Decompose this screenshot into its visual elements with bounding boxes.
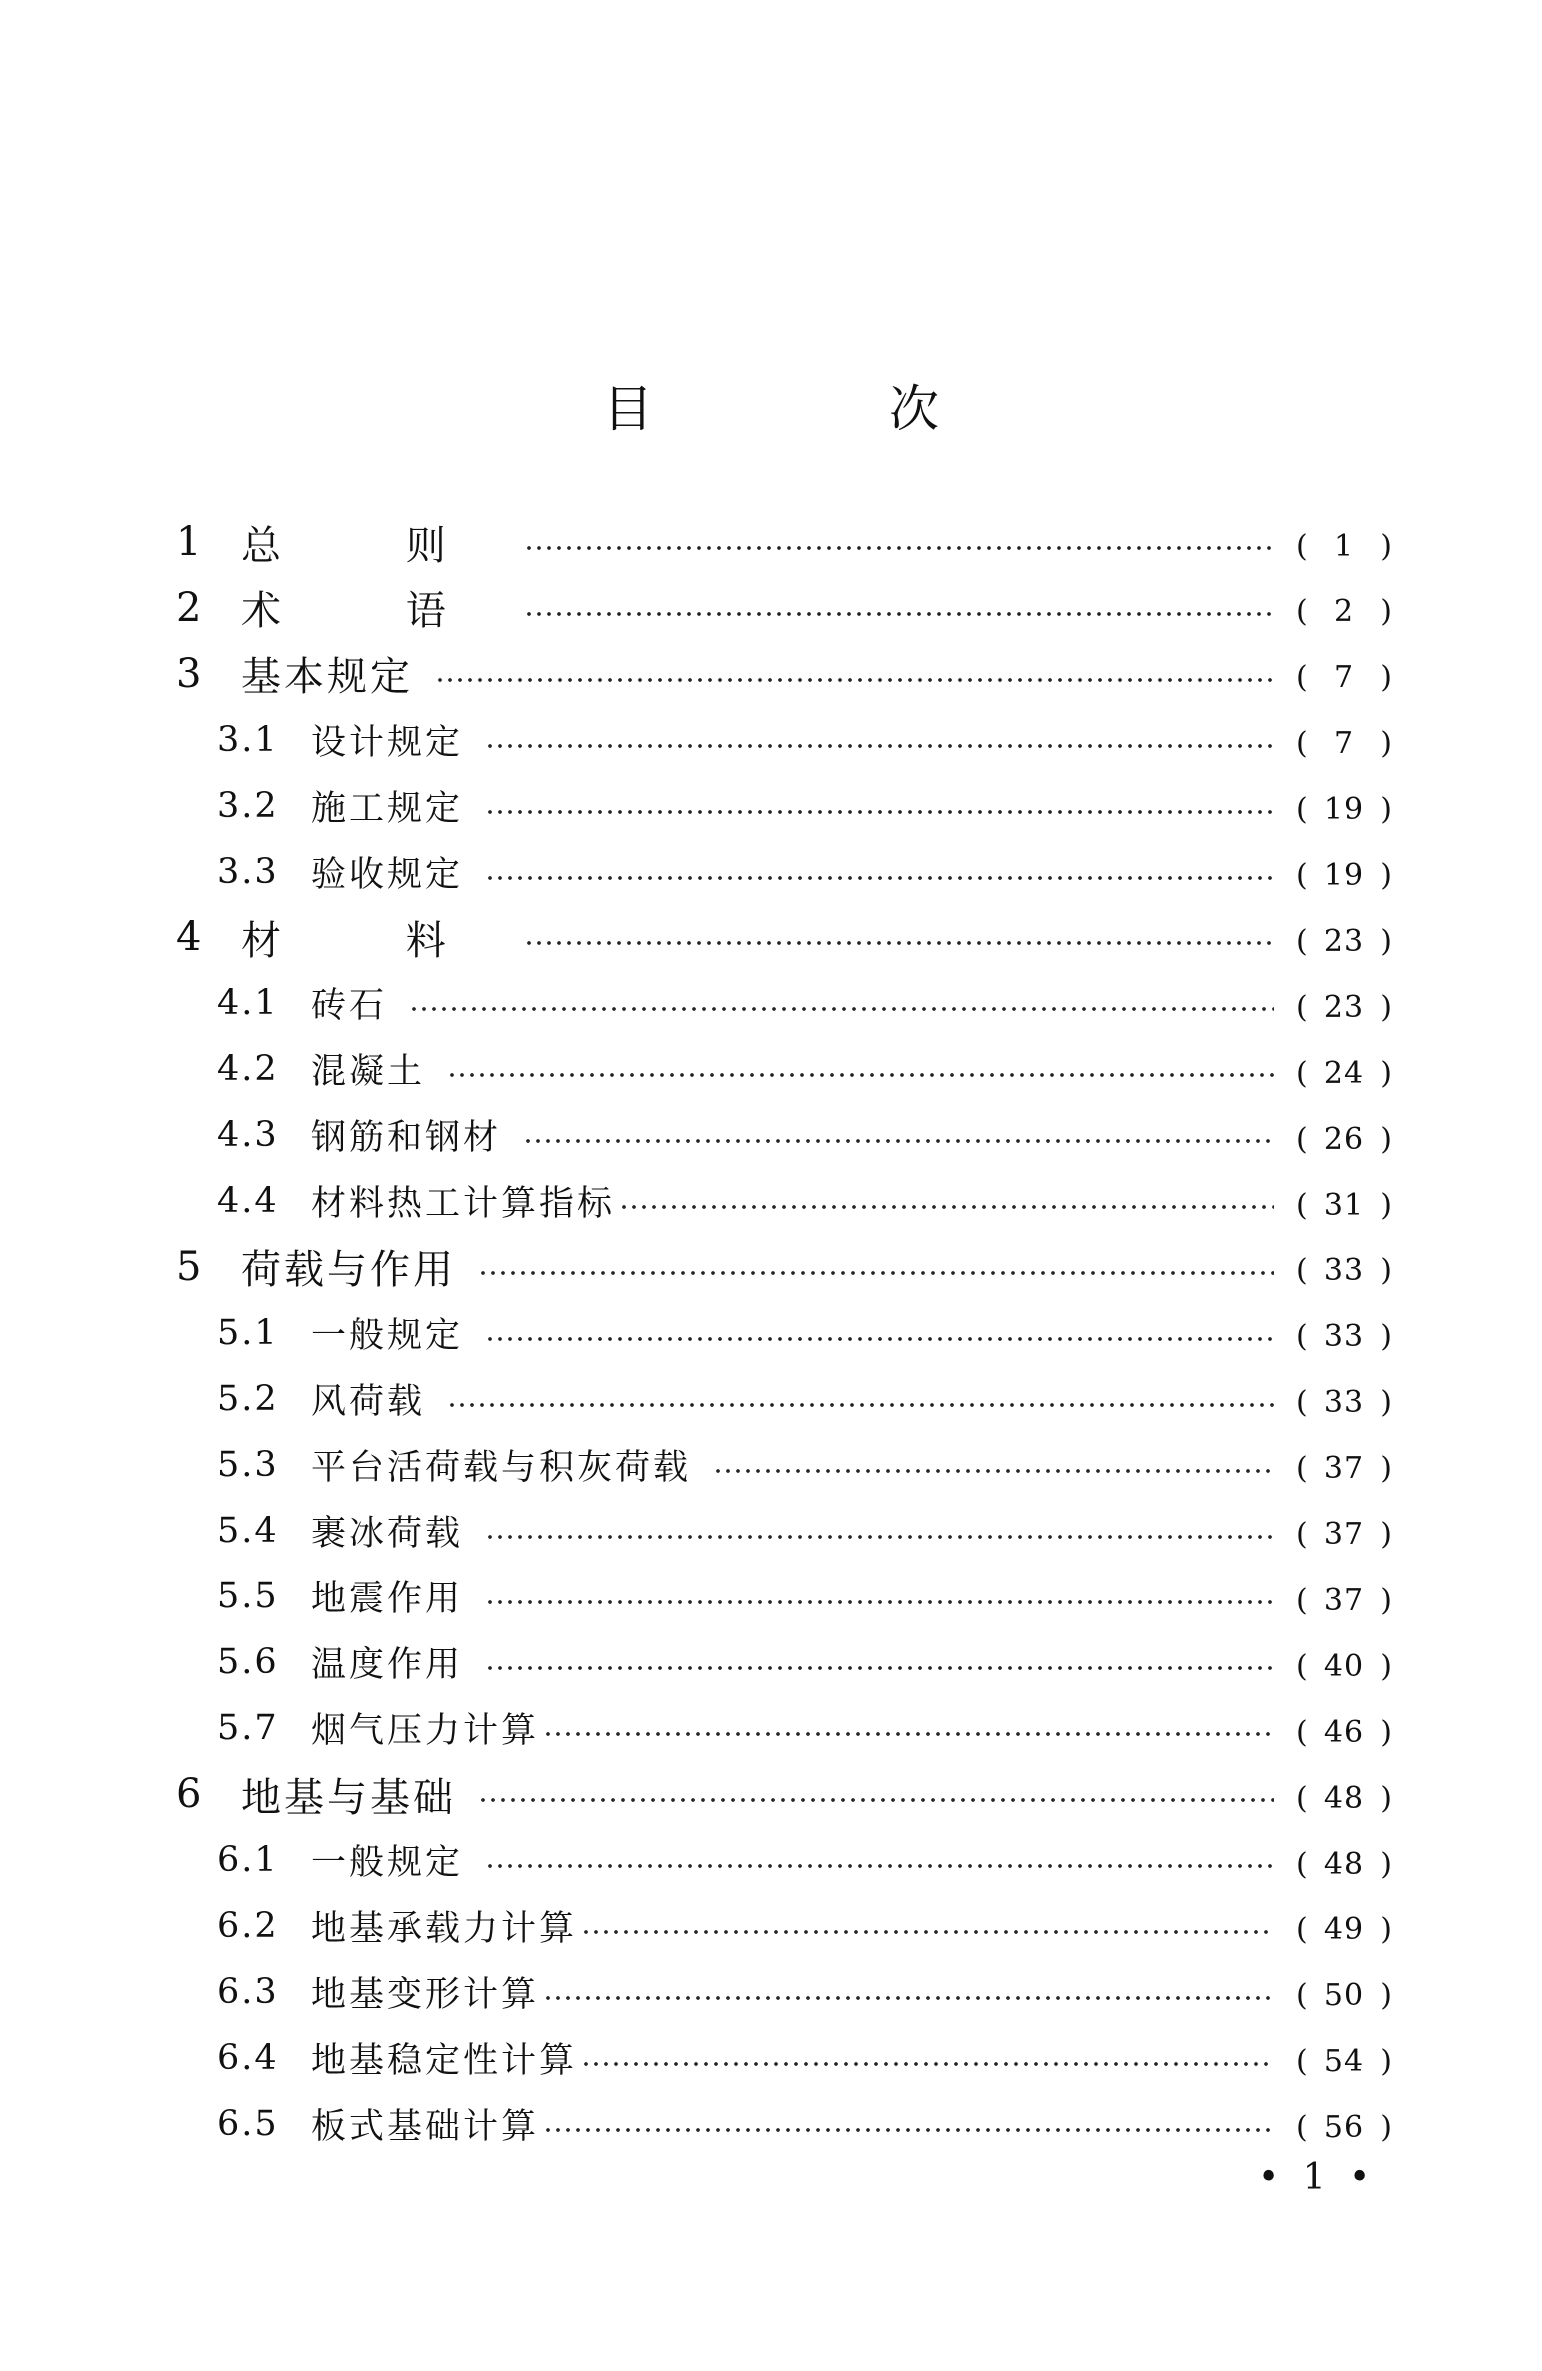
page-paren-close: )	[1380, 1714, 1392, 1750]
dot-leader	[713, 1469, 1274, 1473]
toc-entry[interactable]	[217, 844, 1392, 900]
toc-entry[interactable]	[176, 1239, 1392, 1295]
page-paren-open: (	[1296, 1055, 1308, 1091]
toc-entry-title: 总 则	[241, 522, 502, 569]
page-footer	[1258, 2157, 1376, 2198]
page-paren-close: )	[1380, 1846, 1392, 1882]
toc-entry-page	[1296, 1583, 1392, 1618]
dot-leader	[524, 941, 1274, 945]
dot-leader	[523, 1139, 1274, 1143]
dot-leader	[447, 1073, 1274, 1077]
toc-entry-title: 验收规定	[311, 854, 464, 895]
page-title: 目 次	[603, 379, 1049, 438]
toc-entry-number: 4	[176, 914, 204, 961]
toc-entry[interactable]	[176, 514, 1392, 570]
page-paren-close: )	[1380, 2044, 1392, 2080]
dot-leader	[485, 876, 1274, 880]
dot-leader	[619, 1205, 1274, 1209]
page-paren-open: (	[1296, 1846, 1308, 1882]
toc-entry[interactable]	[217, 1041, 1392, 1097]
toc-entry-title: 混凝土	[311, 1052, 426, 1093]
dot-leader	[543, 2128, 1274, 2132]
page-paren-close: )	[1380, 1385, 1392, 1421]
dot-leader	[435, 678, 1274, 682]
page-paren-close: )	[1380, 792, 1392, 828]
page-paren-open: (	[1296, 2044, 1308, 2080]
footer-bullet-right: •	[1349, 2157, 1377, 2198]
page-paren-open: (	[1296, 528, 1308, 564]
toc-entry-title: 裹冰荷载	[311, 1513, 464, 1554]
toc-entry-title: 一般规定	[311, 1315, 464, 1356]
toc-entry[interactable]	[217, 778, 1392, 834]
toc-entry[interactable]	[217, 712, 1392, 768]
toc-entry-page-number: 1	[1333, 528, 1355, 564]
toc-entry-page-number: 40	[1323, 1648, 1365, 1684]
toc-entry-page-number: 7	[1333, 660, 1355, 696]
toc-entry-number: 1	[176, 519, 204, 565]
toc-entry-page	[1296, 792, 1392, 827]
page-paren-close: )	[1380, 1648, 1392, 1684]
page-paren-open: (	[1296, 1187, 1308, 1223]
dot-leader	[485, 810, 1274, 814]
toc-entry[interactable]	[217, 1305, 1392, 1361]
toc-entry-page-number: 2	[1333, 594, 1355, 630]
toc-entry-page-number: 33	[1323, 1253, 1365, 1289]
page-paren-open: (	[1296, 1648, 1308, 1684]
page-paren-open: (	[1296, 858, 1308, 893]
toc-entry-page	[1296, 1978, 1392, 2013]
page-paren-open: (	[1296, 1121, 1308, 1157]
toc-entry-title: 地基与基础	[241, 1774, 456, 1821]
toc-entry-page-number: 49	[1323, 1912, 1365, 1948]
page-paren-close: )	[1380, 1121, 1392, 1157]
toc-entry-title: 一般规定	[311, 1843, 464, 1883]
toc-entry-number: 2	[176, 584, 204, 631]
page-paren-close: )	[1380, 726, 1392, 762]
toc-entry-page	[1296, 1781, 1392, 1816]
toc-entry-page	[1296, 1319, 1392, 1354]
toc-entry-title: 地震作用	[311, 1579, 464, 1620]
toc-entry-number: 5.4	[217, 1510, 279, 1551]
toc-entry-page	[1296, 1517, 1392, 1552]
toc-entry-page	[1296, 1253, 1392, 1288]
page-paren-close: )	[1380, 923, 1392, 959]
dot-leader	[478, 1798, 1274, 1802]
page-paren-open: (	[1296, 726, 1308, 762]
toc-entry-title: 荷载与作用	[241, 1247, 456, 1294]
page-paren-open: (	[1296, 1253, 1308, 1289]
toc-entry-number: 5	[176, 1243, 204, 1290]
toc-entry-number: 5.3	[217, 1444, 279, 1485]
page-paren-open: (	[1296, 1714, 1308, 1750]
toc-entry[interactable]	[217, 1832, 1392, 1888]
page-paren-close: )	[1380, 989, 1392, 1025]
toc-entry[interactable]	[176, 646, 1392, 702]
toc-entry[interactable]	[176, 1766, 1392, 1822]
dot-leader	[543, 1996, 1274, 2000]
dot-leader	[485, 1864, 1274, 1868]
page-paren-open: (	[1296, 1582, 1308, 1618]
dot-leader	[485, 1600, 1274, 1604]
page-paren-open: (	[1296, 1385, 1308, 1421]
page-paren-close: )	[1380, 594, 1392, 630]
toc-entry-page	[1296, 990, 1392, 1025]
page-paren-close: )	[1380, 1582, 1392, 1618]
toc-entry-page	[1296, 1715, 1392, 1750]
toc-entry-page-number: 24	[1323, 1055, 1365, 1091]
toc-entry-page-number: 48	[1323, 1780, 1365, 1816]
page-paren-open: (	[1296, 1780, 1308, 1816]
toc-entry-page-number: 19	[1323, 858, 1365, 893]
page-paren-close: )	[1380, 660, 1392, 696]
toc-entry-page-number: 7	[1333, 726, 1355, 762]
page-paren-open: (	[1296, 660, 1308, 696]
toc-entry-title: 设计规定	[311, 722, 464, 763]
toc-entry-page-number: 37	[1323, 1582, 1365, 1618]
page-paren-open: (	[1296, 989, 1308, 1025]
toc-entry-page	[1296, 660, 1392, 695]
page-paren-close: )	[1380, 1055, 1392, 1091]
toc-entry-page	[1296, 1847, 1392, 1882]
toc-entry[interactable]	[217, 1964, 1392, 2020]
toc-entry[interactable]	[217, 1898, 1392, 1954]
toc-entry[interactable]	[217, 2030, 1392, 2086]
page-paren-close: )	[1380, 1253, 1392, 1289]
toc-entry-number: 5.7	[217, 1708, 279, 1749]
toc-entry-title: 术 语	[241, 588, 502, 635]
toc-entry[interactable]	[176, 580, 1392, 636]
toc-entry-page-number: 48	[1323, 1846, 1365, 1882]
dot-leader	[485, 1535, 1274, 1539]
toc-entry-page	[1296, 1451, 1392, 1486]
page-paren-open: (	[1296, 1912, 1308, 1948]
toc-entry-page-number: 46	[1323, 1714, 1365, 1750]
toc-entry[interactable]	[217, 975, 1392, 1031]
toc-entry-page	[1296, 1385, 1392, 1420]
toc-entry-page-number: 54	[1323, 2044, 1365, 2080]
page-paren-close: )	[1380, 1187, 1392, 1223]
page-paren-close: )	[1380, 2110, 1392, 2146]
toc-entry-title: 烟气压力计算	[311, 1711, 540, 1752]
toc-entry-page-number: 23	[1323, 989, 1365, 1025]
toc-entry-page	[1296, 1912, 1392, 1947]
page-paren-open: (	[1296, 2110, 1308, 2146]
toc-entry-page	[1296, 2110, 1392, 2145]
toc-entry-title: 风荷载	[311, 1381, 426, 1422]
toc-entry[interactable]	[217, 1107, 1392, 1163]
page-paren-open: (	[1296, 1451, 1308, 1487]
toc-entry-number: 6.2	[217, 1905, 279, 1946]
toc-entry-title: 温度作用	[311, 1645, 464, 1686]
toc-entry-page-number: 50	[1323, 1978, 1365, 2014]
page-paren-open: (	[1296, 1517, 1308, 1552]
toc-entry-page	[1296, 594, 1392, 629]
page-paren-close: )	[1380, 528, 1392, 564]
toc-entry-page	[1296, 924, 1392, 959]
toc-entry-page-number: 19	[1323, 792, 1365, 828]
footer-page-number: 1	[1302, 2157, 1332, 2198]
toc-entry-page	[1296, 529, 1392, 564]
toc-entry-page	[1296, 858, 1392, 893]
toc-entry-page	[1296, 2044, 1392, 2079]
toc-entry-title: 平台活荷载与积灰荷载	[311, 1447, 692, 1488]
toc-entry-number: 5.1	[217, 1312, 279, 1353]
page-paren-close: )	[1380, 1319, 1392, 1355]
toc-entry-page-number: 33	[1323, 1319, 1365, 1355]
toc-entry-number: 4.2	[217, 1049, 279, 1090]
toc-entry-number: 5.2	[217, 1378, 279, 1419]
dot-leader	[543, 1732, 1274, 1736]
toc-entry[interactable]	[217, 1437, 1392, 1493]
dot-leader	[581, 1930, 1274, 1934]
toc-entry-page-number: 23	[1323, 923, 1365, 959]
toc-entry-page-number: 33	[1323, 1385, 1365, 1421]
dot-leader	[478, 1271, 1274, 1275]
toc-entry-title: 砖石	[311, 986, 388, 1027]
dot-leader	[485, 1666, 1274, 1670]
toc-entry-page-number: 56	[1323, 2110, 1365, 2146]
toc-entry-number: 6.5	[217, 2103, 279, 2144]
toc-entry[interactable]	[217, 1173, 1392, 1229]
dot-leader	[409, 1007, 1274, 1011]
toc-entry-number: 6.3	[217, 1971, 279, 2012]
toc-entry-number: 4.3	[217, 1115, 279, 1156]
toc-entry-title: 地基承载力计算	[311, 1908, 578, 1949]
page-paren-close: )	[1380, 1451, 1392, 1487]
toc-entry-number: 5.6	[217, 1642, 279, 1683]
page-paren-open: (	[1296, 594, 1308, 630]
toc-entry-number: 4.1	[217, 983, 279, 1024]
toc-entry-title: 地基变形计算	[311, 1974, 540, 2015]
toc-entry-number: 4.4	[217, 1181, 279, 1221]
toc-entry[interactable]	[217, 1634, 1392, 1690]
toc-entry-title: 材料热工计算指标	[311, 1184, 616, 1224]
toc-entry[interactable]	[217, 1371, 1392, 1427]
page-paren-open: (	[1296, 923, 1308, 959]
toc-entry-page	[1296, 1056, 1392, 1091]
toc-entry-number: 3.1	[217, 719, 279, 760]
page-paren-open: (	[1296, 1978, 1308, 2014]
toc-entry-number: 3.2	[217, 785, 279, 826]
toc-entry-title: 板式基础计算	[311, 2106, 540, 2147]
page-paren-open: (	[1296, 792, 1308, 828]
page-paren-close: )	[1380, 1978, 1392, 2014]
toc-entry[interactable]	[217, 1700, 1392, 1756]
dot-leader	[485, 744, 1274, 748]
toc-entry[interactable]	[217, 1568, 1392, 1624]
toc-entry-title: 施工规定	[311, 788, 464, 829]
toc-entry-page	[1296, 726, 1392, 761]
toc-entry-page	[1296, 1188, 1392, 1223]
toc-entry-page-number: 26	[1323, 1121, 1365, 1157]
page-paren-close: )	[1380, 858, 1392, 893]
footer-bullet-left: •	[1258, 2157, 1286, 2198]
toc-entry[interactable]	[176, 909, 1392, 965]
dot-leader	[524, 546, 1274, 550]
toc-entry-page-number: 31	[1323, 1187, 1365, 1223]
toc-entry-number: 6	[176, 1771, 204, 1818]
page-paren-close: )	[1380, 1912, 1392, 1948]
toc-entry-title: 材 料	[241, 917, 502, 964]
toc-entry-title: 基本规定	[241, 654, 413, 701]
toc-entry-number: 6.4	[217, 2037, 279, 2078]
toc-entry[interactable]	[217, 1503, 1392, 1559]
toc-entry[interactable]	[217, 2096, 1392, 2152]
page-paren-open: (	[1296, 1319, 1308, 1355]
toc-entry-number: 6.1	[217, 1840, 279, 1880]
dot-leader	[485, 1337, 1274, 1341]
toc-entry-page-number: 37	[1323, 1451, 1365, 1487]
toc-entry-number: 3	[176, 650, 204, 697]
toc-entry-page	[1296, 1122, 1392, 1157]
dot-leader	[524, 612, 1274, 616]
page-paren-close: )	[1380, 1517, 1392, 1552]
toc-entry-page-number: 37	[1323, 1517, 1365, 1552]
toc-entry-page	[1296, 1649, 1392, 1684]
page-paren-close: )	[1380, 1780, 1392, 1816]
toc-entry-number: 5.5	[217, 1576, 279, 1617]
toc-entry-title: 地基稳定性计算	[311, 2040, 578, 2081]
dot-leader	[447, 1403, 1274, 1407]
dot-leader	[581, 2062, 1274, 2066]
toc-entry-number: 3.3	[217, 851, 279, 892]
toc-entry-title: 钢筋和钢材	[311, 1118, 502, 1159]
